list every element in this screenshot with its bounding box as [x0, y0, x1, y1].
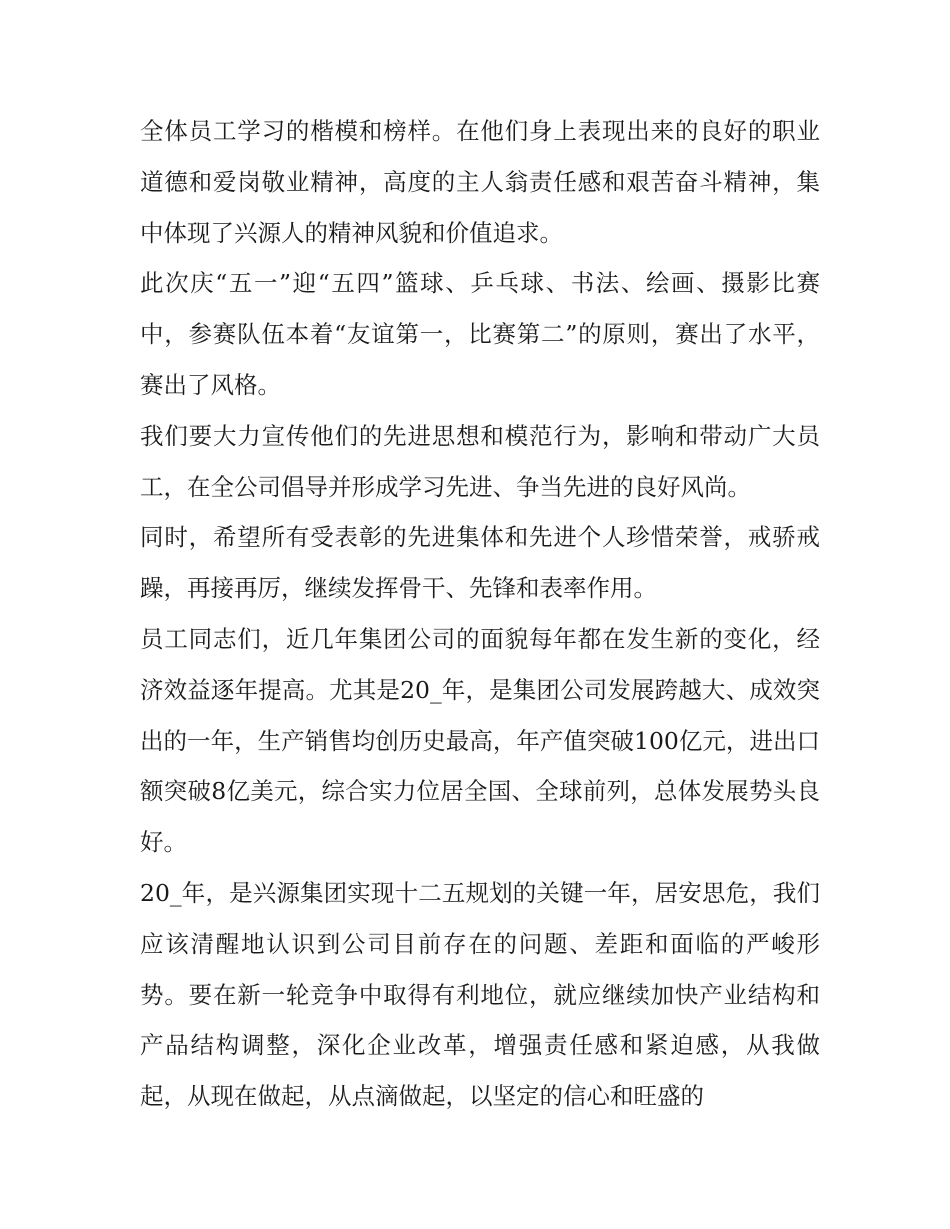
paragraph-6: 20_年，是兴源集团实现十二五规划的关键一年，居安思危，我们应该清醒地认识到公司目前存在的问题、差距和面临的严峻形势。要在新一轮竞争中取得有利地位，就应继续加快产业结构和产品结构调整，深化企业改革，增强责任感和紧迫感，从我做起，从现在做起，从点滴做起，以坚定的信心和旺盛的 [140, 878, 820, 1111]
paragraph-1: 全体员工学习的楷模和榜样。在他们身上表现出来的良好的职业道德和爱岗敬业精神，高度的主人翁责任感和艰苦奋斗精神，集中体现了兴源人的精神风貌和价值追求。 [140, 117, 820, 247]
paragraph-3: 我们要大力宣传他们的先进思想和模范行为，影响和带动广大员工，在全公司倡导并形成学习先进、争当先进的良好风尚。 [140, 421, 820, 501]
paragraph-2: 此次庆“五一”迎“五四”篮球、乒乓球、书法、绘画、摄影比赛中，参赛队伍本着“友谊第一，比赛第二”的原则，赛出了水平，赛出了风格。 [140, 269, 820, 399]
paragraph-5: 员工同志们，近几年集团公司的面貌每年都在发生新的变化，经济效益逐年提高。尤其是20_年，是集团公司发展跨越大、成效突出的一年，生产销售均创历史最高，年产值突破100亿元，进出口额突破8亿美元，综合实力位居全国、全球前列，总体发展势头良好。 [140, 624, 820, 857]
document-body [140, 106, 820, 1122]
paragraph-4: 同时，希望所有受表彰的先进集体和先进个人珍惜荣誉，戒骄戒躁，再接再厉，继续发挥骨干、先锋和表率作用。 [140, 523, 820, 603]
